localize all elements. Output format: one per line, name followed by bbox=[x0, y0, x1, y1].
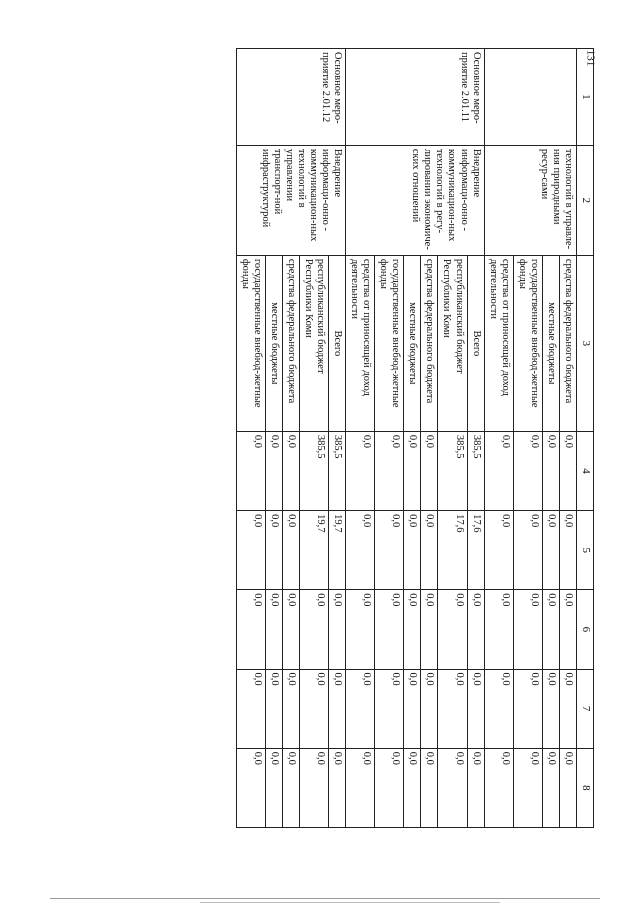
table-row bbox=[467, 49, 484, 828]
value-cell: 0,0 bbox=[375, 590, 404, 669]
value-cell: 0,0 bbox=[299, 590, 328, 669]
value-cell: 0,0 bbox=[329, 590, 346, 669]
value-cell: 385,5 bbox=[329, 431, 346, 510]
value-cell: 0,0 bbox=[265, 748, 282, 827]
value-cell: 0,0 bbox=[542, 748, 559, 827]
funding-source-cell: средства федерального бюджета bbox=[282, 255, 299, 431]
value-cell: 0,0 bbox=[467, 590, 484, 669]
value-cell: 19,7 bbox=[329, 511, 346, 590]
value-cell: 0,0 bbox=[513, 431, 542, 510]
value-cell: 0,0 bbox=[421, 669, 438, 748]
funding-source-cell: государственные внебюд-жетные фонды bbox=[513, 255, 542, 431]
value-cell: 0,0 bbox=[404, 748, 421, 827]
value-cell: 385,5 bbox=[438, 431, 467, 510]
activity-id-cell bbox=[484, 49, 576, 146]
funding-source-cell: средства федерального бюджета bbox=[421, 255, 438, 431]
value-cell: 0,0 bbox=[236, 431, 265, 510]
value-cell: 0,0 bbox=[329, 748, 346, 827]
funding-source-cell: государственные внебюд-жетные фонды bbox=[375, 255, 404, 431]
header-cell: 8 bbox=[577, 748, 594, 827]
table-row bbox=[329, 49, 346, 828]
value-cell: 0,0 bbox=[236, 669, 265, 748]
value-cell: 0,0 bbox=[236, 590, 265, 669]
value-cell: 19,7 bbox=[299, 511, 328, 590]
funding-source-cell: Всего bbox=[467, 255, 484, 431]
value-cell: 0,0 bbox=[542, 431, 559, 510]
activity-name-cell: технологий в управле-ния природными ресур-сами bbox=[484, 145, 576, 255]
activity-name-cell: Внедрение информаци-онно - коммуникацион-ных технологий в регу-лировании экономиче-ских отношений bbox=[346, 145, 485, 255]
value-cell: 0,0 bbox=[559, 431, 576, 510]
value-cell: 0,0 bbox=[484, 669, 513, 748]
header-cell: 2 bbox=[577, 145, 594, 255]
activity-name-cell: Внедрение информаци-онно - коммуникацион-ных технологий в управлении транспорт-ной инфраструктурой bbox=[236, 145, 345, 255]
bottom-rule bbox=[200, 902, 500, 903]
value-cell: 0,0 bbox=[329, 669, 346, 748]
page-number: 131 bbox=[583, 49, 596, 67]
value-cell: 0,0 bbox=[346, 669, 375, 748]
value-cell: 0,0 bbox=[421, 431, 438, 510]
value-cell: 0,0 bbox=[421, 590, 438, 669]
header-row bbox=[577, 49, 594, 828]
value-cell: 0,0 bbox=[421, 511, 438, 590]
value-cell: 0,0 bbox=[404, 431, 421, 510]
value-cell: 0,0 bbox=[559, 511, 576, 590]
value-cell: 0,0 bbox=[236, 748, 265, 827]
funding-source-cell: Всего bbox=[329, 255, 346, 431]
value-cell: 0,0 bbox=[513, 669, 542, 748]
value-cell: 385,5 bbox=[467, 431, 484, 510]
value-cell: 0,0 bbox=[265, 590, 282, 669]
value-cell: 0,0 bbox=[375, 511, 404, 590]
funding-source-cell: средства от приносящей доход деятельности bbox=[484, 255, 513, 431]
value-cell: 0,0 bbox=[467, 748, 484, 827]
value-cell: 0,0 bbox=[559, 590, 576, 669]
value-cell: 0,0 bbox=[282, 431, 299, 510]
rotated-table-frame bbox=[78, 48, 594, 828]
value-cell: 0,0 bbox=[542, 669, 559, 748]
value-cell: 0,0 bbox=[375, 669, 404, 748]
value-cell: 0,0 bbox=[438, 590, 467, 669]
value-cell: 0,0 bbox=[282, 590, 299, 669]
value-cell: 0,0 bbox=[421, 748, 438, 827]
value-cell: 0,0 bbox=[265, 431, 282, 510]
activity-id-cell: Основное меро-приятие 2.01.12 bbox=[236, 49, 345, 146]
table-row bbox=[559, 49, 576, 828]
funding-source-cell: республиканский бюджет Республики Коми bbox=[299, 255, 328, 431]
header-cell: 4 bbox=[577, 431, 594, 510]
funding-source-cell: местные бюджеты bbox=[265, 255, 282, 431]
value-cell: 0,0 bbox=[375, 431, 404, 510]
value-cell: 0,0 bbox=[467, 669, 484, 748]
value-cell: 0,0 bbox=[438, 669, 467, 748]
value-cell: 0,0 bbox=[542, 511, 559, 590]
header-cell: 5 bbox=[577, 511, 594, 590]
header-cell: 7 bbox=[577, 669, 594, 748]
value-cell: 0,0 bbox=[346, 511, 375, 590]
value-cell: 0,0 bbox=[513, 748, 542, 827]
value-cell: 0,0 bbox=[265, 511, 282, 590]
value-cell: 0,0 bbox=[484, 748, 513, 827]
value-cell: 0,0 bbox=[265, 669, 282, 748]
value-cell: 0,0 bbox=[484, 590, 513, 669]
value-cell: 0,0 bbox=[346, 590, 375, 669]
table-wrap bbox=[78, 48, 594, 828]
value-cell: 0,0 bbox=[404, 669, 421, 748]
bottom-rule bbox=[50, 898, 600, 899]
value-cell: 0,0 bbox=[236, 511, 265, 590]
funding-source-cell: местные бюджеты bbox=[542, 255, 559, 431]
value-cell: 0,0 bbox=[513, 590, 542, 669]
value-cell: 0,0 bbox=[404, 511, 421, 590]
budget-table bbox=[236, 48, 594, 828]
funding-source-cell: средства федерального бюджета bbox=[559, 255, 576, 431]
header-cell: 6 bbox=[577, 590, 594, 669]
value-cell: 385,5 bbox=[299, 431, 328, 510]
funding-source-cell: местные бюджеты bbox=[404, 255, 421, 431]
value-cell: 0,0 bbox=[513, 511, 542, 590]
value-cell: 17,6 bbox=[467, 511, 484, 590]
value-cell: 0,0 bbox=[346, 431, 375, 510]
header-cell: 1 bbox=[577, 49, 594, 146]
value-cell: 0,0 bbox=[282, 511, 299, 590]
value-cell: 0,0 bbox=[299, 669, 328, 748]
value-cell: 0,0 bbox=[282, 748, 299, 827]
funding-source-cell: государственные внебюд-жетные фонды bbox=[236, 255, 265, 431]
funding-source-cell: республиканский бюджет Республики Коми bbox=[438, 255, 467, 431]
value-cell: 0,0 bbox=[559, 669, 576, 748]
value-cell: 17,6 bbox=[438, 511, 467, 590]
value-cell: 0,0 bbox=[542, 590, 559, 669]
value-cell: 0,0 bbox=[346, 748, 375, 827]
value-cell: 0,0 bbox=[404, 590, 421, 669]
value-cell: 0,0 bbox=[299, 748, 328, 827]
value-cell: 0,0 bbox=[438, 748, 467, 827]
funding-source-cell: средства от приносящей доход деятельности bbox=[346, 255, 375, 431]
value-cell: 0,0 bbox=[484, 511, 513, 590]
header-cell: 3 bbox=[577, 255, 594, 431]
activity-id-cell: Основное меро-приятие 2.01.11 bbox=[346, 49, 485, 146]
value-cell: 0,0 bbox=[375, 748, 404, 827]
value-cell: 0,0 bbox=[559, 748, 576, 827]
value-cell: 0,0 bbox=[282, 669, 299, 748]
value-cell: 0,0 bbox=[484, 431, 513, 510]
